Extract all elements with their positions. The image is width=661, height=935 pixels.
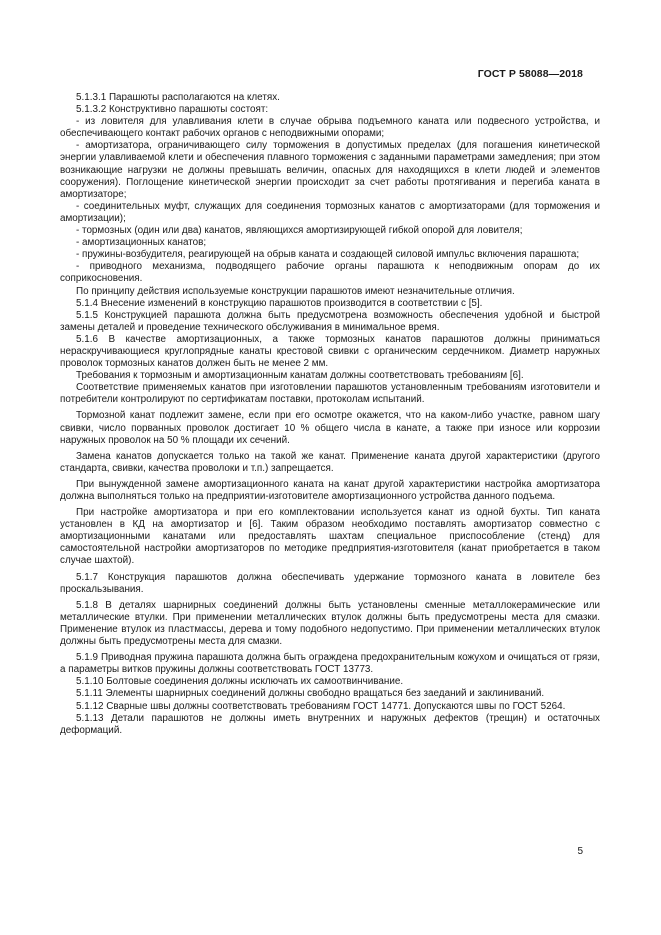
paragraph: 5.1.3.2 Конструктивно парашюты состоят: [76,104,269,116]
list-item: - амортизационных канатов; [76,237,207,249]
paragraph: При настройке амортизатора и при его комплектовании используется канат из одной бухты. Тип каната установлен в КД на амортизатор и [6]. Таким образом необходимо поставлять амортизатор совместно с амортизационными канатами или предоставлять шахтам специальное приспособление (стенд) для самостоятельной настройки амортизаторов по методике предприятия-изготовителя (канат приобретается в таком случае шахтой). [60,507,600,567]
paragraph: 5.1.11 Элементы шарнирных соединений должны свободно вращаться без заеданий и заклиниваний. [76,688,545,700]
paragraph: 5.1.6 В качестве амортизационных, а также тормозных канатов парашютов должны приниматься нераскручивающиеся круглопрядные канаты крестовой свивки с органическим сердечником. Диаметр наружных проволок тормозных канатов должен быть не менее 2 мм. [60,333,600,370]
paragraph: 5.1.8 В деталях шарнирных соединений должны быть установлены сменные металлокерамические или металлические втулки. При применении металлических втулок должны быть предусмотрены места для смазки. Применение втулок из пластмассы, дерева и тому подобного недопустимо. При применении металлических втулок должны быть предусмотрены места для смазки. [60,599,600,648]
paragraph: 5.1.5 Конструкцией парашюта должна быть предусмотрена возможность обеспечения удобной и быстрой замены деталей и проведение технического обслуживания в минимальное время. [60,309,600,333]
paragraph: 5.1.3.1 Парашюты располагаются на клетях. [76,92,280,103]
paragraph: 5.1.9 Приводная пружина парашюта должна быть ограждена предохранительным кожухом и очищаться от грязи, а параметры витков пружины должны соответствовать ГОСТ 13773. [60,652,600,676]
paragraph: При вынужденной замене амортизационного каната на канат другой характеристики настройка амортизатора должна выполняться только на предприятии-изготовителе амортизационного устройства данного подъема. [60,478,600,502]
document-body [60,92,600,737]
paragraph: Замена канатов допускается только на такой же канат. Применение каната другой характеристики (другого стандарта, свивки, качества проволоки и т.п.) запрещается. [60,450,600,474]
paragraph: Требования к тормозным и амортизационным канатам должны соответствовать требованиям [6]. [76,370,524,382]
list-item: - приводного механизма, подводящего рабочие органы парашюта к неподвижным опорам до их соприкосновения. [60,261,600,285]
paragraph: Соответствие применяемых канатов при изготовлении парашютов установленным требованиям изготовители и потребители контролируют по сертификатам поставки, протоколам испытаний. [60,382,600,406]
paragraph: 5.1.7 Конструкция парашютов должна обеспечивать удержание тормозного каната в ловителе без проскальзывания. [60,571,600,595]
paragraph: 5.1.10 Болтовые соединения должны исключать их самоотвинчивание. [76,676,404,688]
paragraph: 5.1.12 Сварные швы должны соответствовать требованиям ГОСТ 14771. Допускаются швы по ГОСТ 5264. [76,700,566,712]
document-code: ГОСТ Р 58088—2018 [477,68,583,80]
paragraph: 5.1.4 Внесение изменений в конструкцию парашютов производится в соответствии с [5]. [76,297,483,309]
page-number: 5 [577,846,583,857]
list-item: - соединительных муфт, служащих для соединения тормозных канатов с амортизаторами (для торможения и амортизации); [60,200,600,224]
list-item: - тормозных (один или два) канатов, являющихся амортизирующей гибкой опорой для ловителя; [76,225,523,237]
paragraph: 5.1.13 Детали парашютов не должны иметь внутренних и наружных дефектов (трещин) и остаточных деформаций. [60,712,600,736]
list-item: - амортизатора, ограничивающего силу торможения в допустимых пределах (для погашения кинетической энергии улавливаемой клети и обеспечения плавного торможения с заданными параметрами замедления; при этом возникающие нагрузки не должны превышать величин, опасных для находящихся в клети людей и элементов сооружения). Поглощение кинетической энергии происходит за счет работы протягивания и перегиба каната в амортизаторе; [60,140,600,200]
paragraph: По принципу действия используемые конструкции парашютов имеют незначительные отличия. [76,285,515,297]
list-item: - из ловителя для улавливания клети в случае обрыва подъемного каната или подвесного устройства, и обеспечивающего контакт рабочих органов с неподвижными опорами; [60,116,600,140]
paragraph: Тормозной канат подлежит замене, если при его осмотре окажется, что на каком-либо участке, равном шагу свивки, число порванных проволок достигает 10 % общего числа в канате, а также при износе или коррозии наружных проволок на 50 % площади их сечений. [60,410,600,446]
list-item: - пружины-возбудителя, реагирующей на обрыв каната и создающей силовой импульс включения парашюта; [76,249,580,261]
